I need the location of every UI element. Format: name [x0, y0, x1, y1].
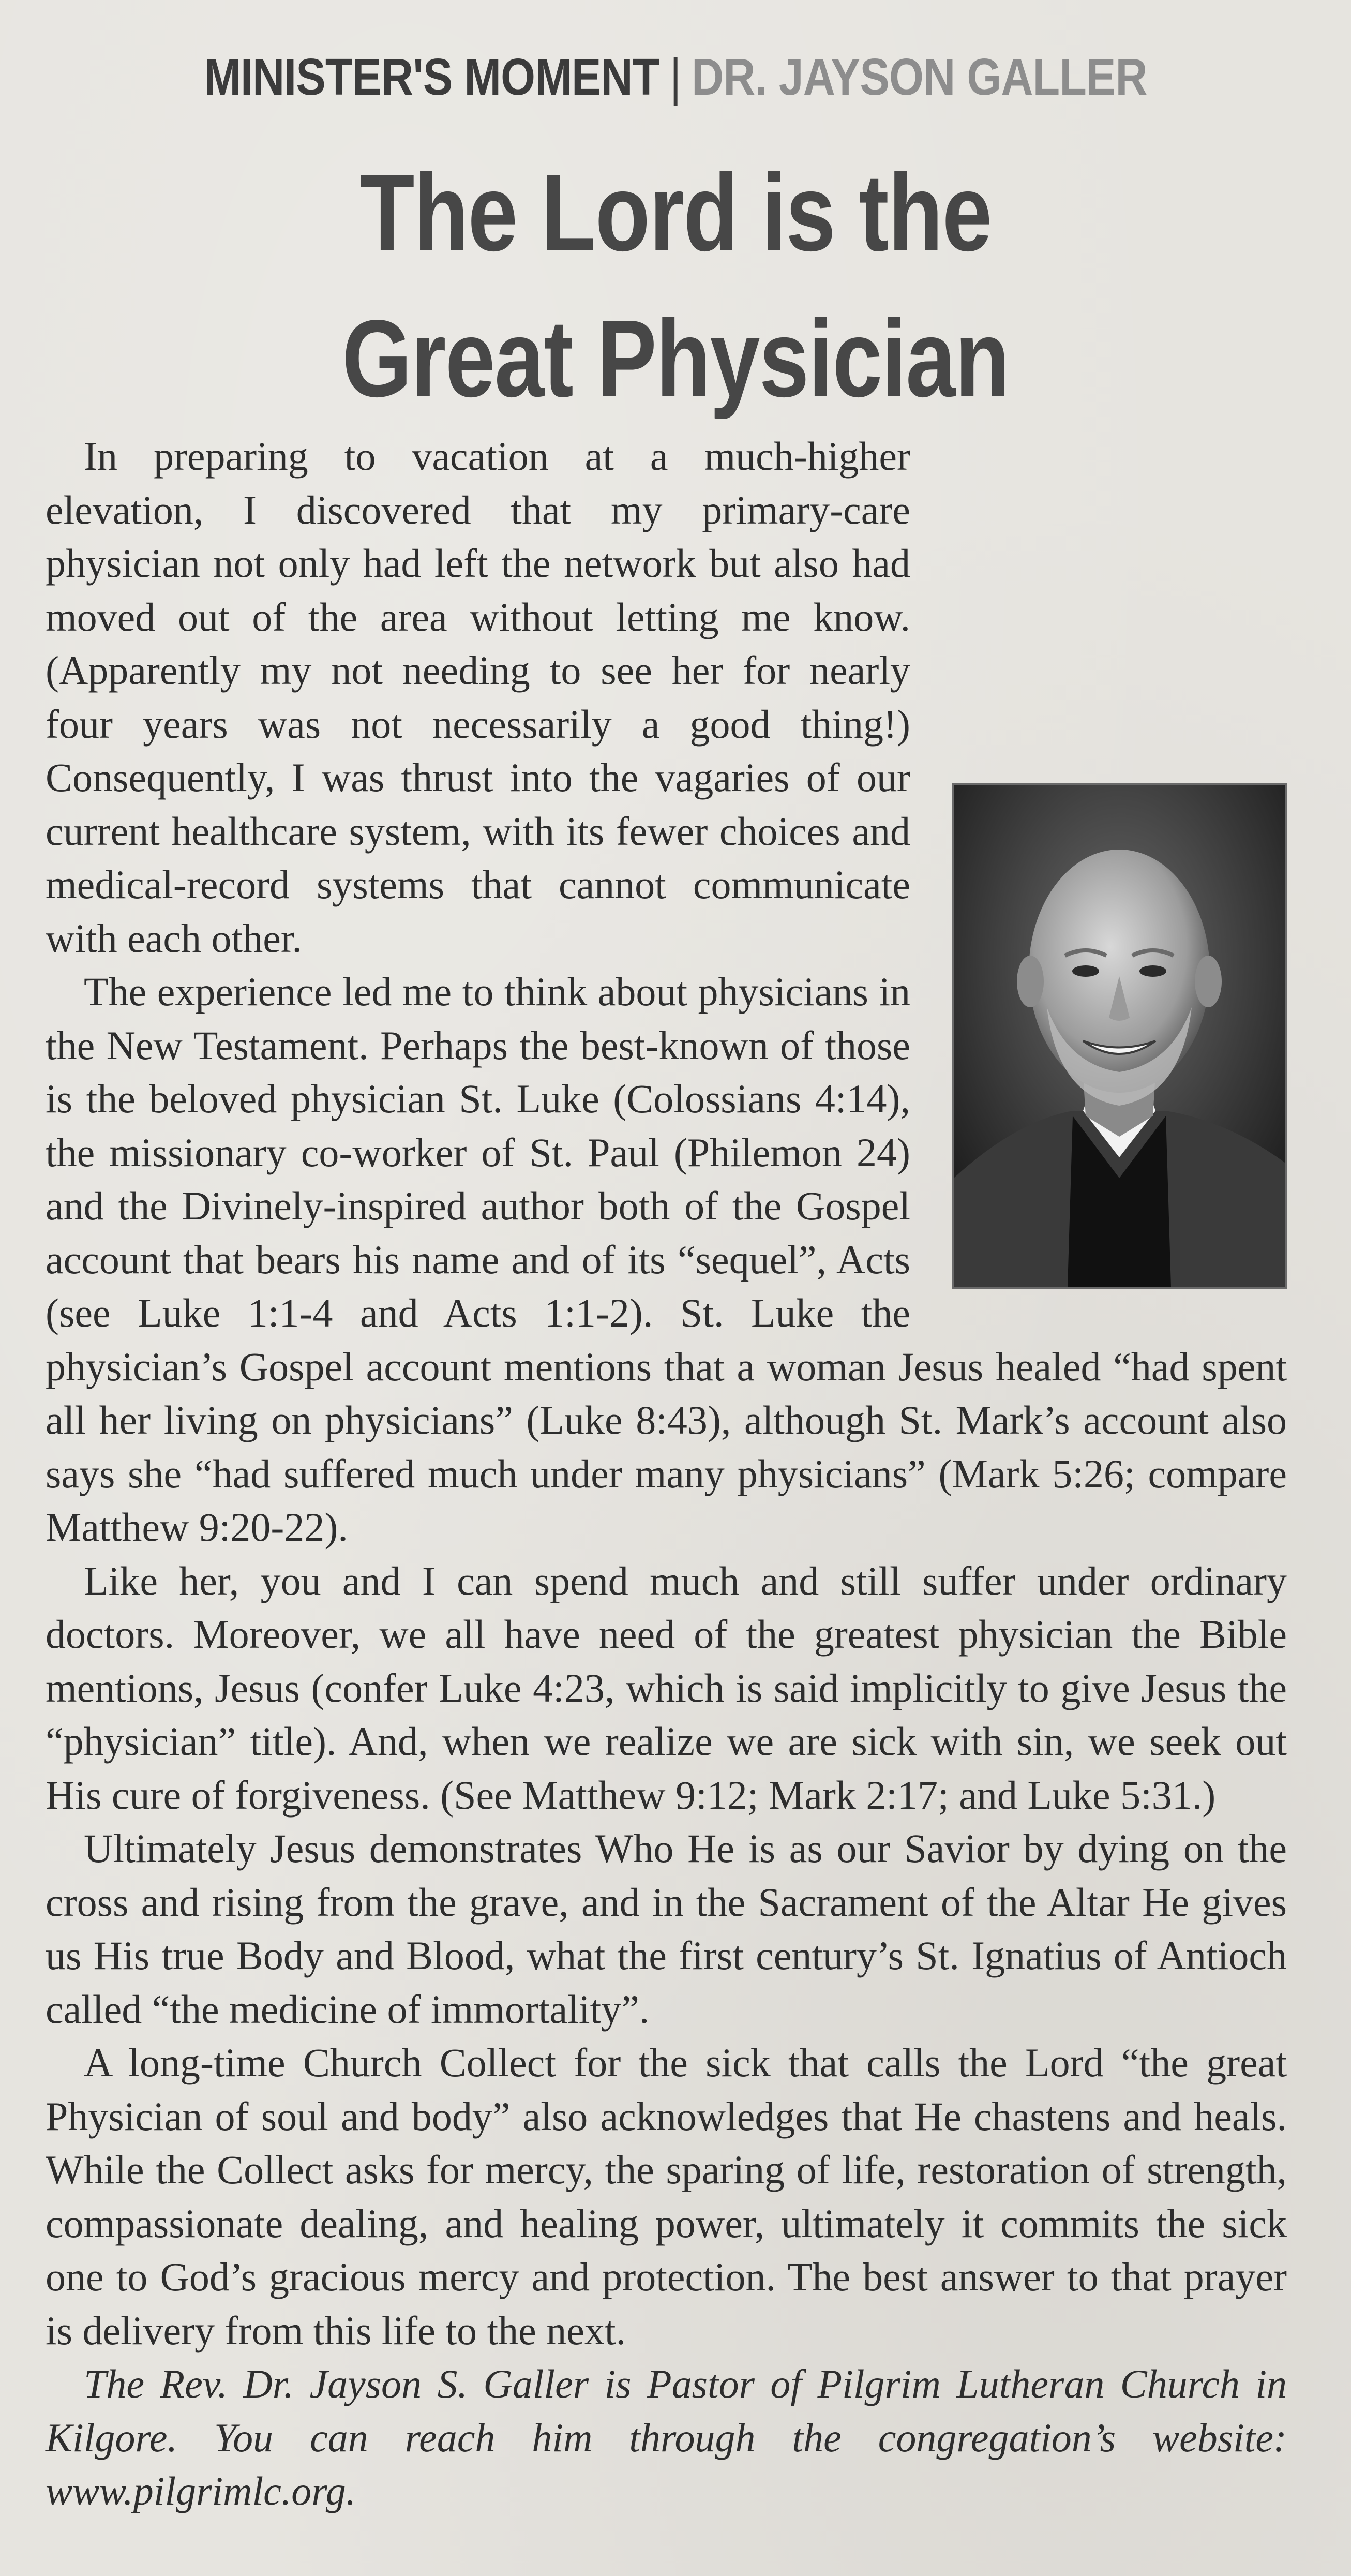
paragraph-1: In preparing to vacation at a much-higher elevation, I discovered that my primary-care physician not only had left the network but also had moved out of the area without letting me know. (Apparently my not needing to see her for nearly four years was not necessarily a good thing!) Consequently, I was thrust into the vagaries of our current healthcare system, with its fewer choices and medical-record systems that cannot communicate with each other.: [46, 434, 910, 961]
author-portrait-icon: [952, 783, 1287, 1289]
paragraph-5: A long-time Church Collect for the sick that calls the Lord “the great Physician of soul and body” also acknowledges that He chastens and heals. While the Collect asks for mercy, the sparing of life, restoration of strength, compassionate dealing, and healing power, ultimately it commits the sick one to God’s gracious mercy and protection. The best answer to that prayer is delivery from this life to the next.: [46, 2040, 1287, 2353]
headline-line-1: The Lord is the: [359, 151, 992, 274]
article-headline: [0, 140, 1351, 431]
column-header: [95, 48, 1256, 107]
headline-line-2: Great Physician: [342, 297, 1009, 420]
section-label: MINISTER'S MOMENT: [204, 48, 659, 106]
article-body: [46, 429, 1287, 2518]
paragraph-4: Ultimately Jesus demonstrates Who He is as our Savior by dying on the cross and rising from the grave, and in the Sacrament of the Altar He gives us His true Body and Blood, what the first century’s St. Ignatius of Antioch called “the medicine of immortality”.: [46, 1826, 1287, 2032]
paragraph-3: Like her, you and I can spend much and still suffer under ordinary doctors. Moreover, we all have need of the greatest physician the Bible mentions, Jesus (confer Luke 4:23, which is said implicitly to give Jesus the “physician” title). And, when we realize we are sick with sin, we seek out His cure of forgiveness. (See Matthew 9:12; Mark 2:17; and Luke 5:31.): [46, 1558, 1287, 1818]
header-separator: |: [670, 48, 681, 106]
author-byline: The Rev. Dr. Jayson S. Galler is Pastor of Pilgrim Lutheran Church in Kilgore. You can reach him through the congregation’s website: www.pilgrimlc.org.: [46, 2361, 1287, 2513]
author-label: DR. JAYSON GALLER: [692, 48, 1147, 106]
paragraph-2: The experience led me to think about physicians in the New Testament. Perhaps the best-known of those is the beloved physician St. Luke (Colossians 4:14), the missionary co-worker of St. Paul (Philemon 24) and the Divinely-inspired author both of the Gospel account that bears his name and of its “sequel”, Acts (see Luke 1:1-4 and Acts 1:1-2). St. Luke the physician’s Gospel account mentions that a woman Jesus healed “had spent all her living on physicians” (Luke 8:43), although St. Mark’s account also says she “had suffered much under many physicians” (Mark 5:26; compare Matthew 9:20-22).: [46, 969, 1287, 1550]
portrait-illustration: [954, 785, 1285, 1287]
